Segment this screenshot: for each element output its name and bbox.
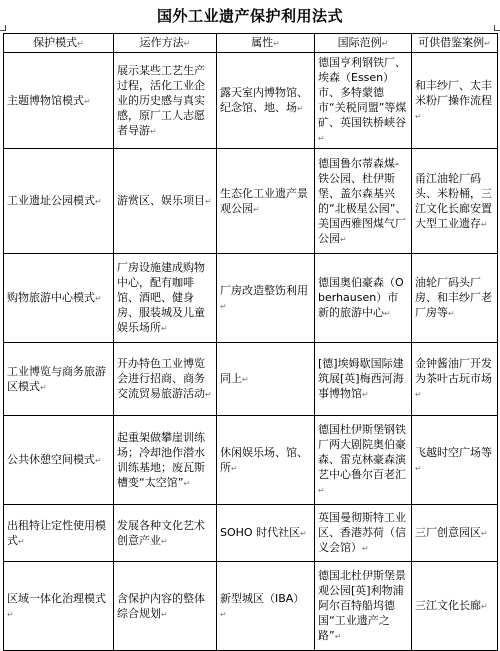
table-cell: 开办特色工业博览会进行招商、商务交流贸易旅游活动↵ [114, 343, 217, 416]
table-row [4, 343, 498, 416]
table-cell: 工业博览与商务旅游区模式↵ [4, 343, 114, 416]
table-cell: 工业遗址公园模式↵ [4, 149, 114, 254]
table-cell: 英国曼彻斯特工业区、香港苏荷（信义会馆）↵ [315, 505, 412, 562]
table-cell: SOHO 时代社区↵ [217, 505, 315, 562]
table-cell: 展示某些工艺生产过程，活化工业企业的历史感与真实感，原厂工人志愿者导游↵ [114, 53, 217, 149]
corner-mark-right [494, 25, 500, 31]
table-row [4, 53, 498, 149]
table-cell: 发展各种文化艺术创意产业↵ [114, 505, 217, 562]
table-cell: 德国杜伊斯堡钢铁厂两大剧院奥伯豪森、雷克林豪森演艺中心鲁尔百老汇↵ [315, 416, 412, 505]
table-cell: 游赏区、娱乐项目↵ [114, 149, 217, 254]
table-cell: 德国亨利钢铁厂、埃森（Essen）市、多特蒙德市“关税同盟”等煤矿、英国铁桥峡谷↵ [315, 53, 412, 149]
table-cell: 和丰纱厂、太丰米粉厂操作流程↵ [412, 53, 498, 149]
table-cell: 厂房设施建成购物中心，配有咖啡馆、酒吧、健身房、服装城及儿童娱乐场所↵ [114, 254, 217, 343]
table-cell: 公共休憩空间模式↵ [4, 416, 114, 505]
header-row [4, 34, 498, 53]
table-cell: 区域一体化治理模式↵ [4, 562, 114, 651]
table-cell: 生态化工业遗产景观公园↵ [217, 149, 315, 254]
table-cell: 油轮厂码头厂房、和丰纱厂老厂房等↵ [412, 254, 498, 343]
table-row [4, 149, 498, 254]
table-row [4, 254, 498, 343]
table-cell: 德国北杜伊斯堡景观公园[英]利物浦阿尔百特船坞德国“工业遗产之路”↵ [315, 562, 412, 651]
table-row [4, 416, 498, 505]
table-cell: 甬江油轮厂码头、米粉桶，三江文化长廊安置大型工业遗存↵ [412, 149, 498, 254]
table-cell: 厂房改造整饬利用↵ [217, 254, 315, 343]
table-cell: 金钟酱油厂开发为茶叶古玩市场↵ [412, 343, 498, 416]
table-cell: 露天室内博物馆、纪念馆、地、场↵ [217, 53, 315, 149]
table-row [4, 562, 498, 651]
table-cell: 三厂创意园区↵ [412, 505, 498, 562]
table-cell: 起重架做攀崖训练场；冷却池作潜水训练基地；废瓦斯槽变“太空馆”↵ [114, 416, 217, 505]
table-cell: 出租特让定性使用模式↵ [4, 505, 114, 562]
table-row [4, 505, 498, 562]
table-cell: 休闲娱乐场、馆、所↵ [217, 416, 315, 505]
document-title: 国外工业遗产保护利用法式 [156, 7, 343, 25]
table-cell: 含保护内容的整体综合规划↵ [114, 562, 217, 651]
header-cell: 国际范例↵ [315, 34, 412, 53]
heritage-table [3, 33, 498, 651]
table-cell: 德国鲁尔蒂森煤-铁公园、杜伊斯堡、盖尔森基兴的“北极星公园”、美国西雅图煤气厂公园↵ [315, 149, 412, 254]
corner-mark-left [0, 25, 6, 31]
table-cell: 飞越时空广场等↵ [412, 416, 498, 505]
header-cell: 可供借鉴案例↵ [412, 34, 498, 53]
table-cell: 德国奥伯豪森（Oberhausen）市新的旅游中心↵ [315, 254, 412, 343]
table-cell: 购物旅游中心模式↵ [4, 254, 114, 343]
table-cell: 三江文化长廊↵ [412, 562, 498, 651]
table-cell: 同上↵ [217, 343, 315, 416]
header-cell: 属性↵ [217, 34, 315, 53]
table-cell: 主题博物馆模式↵ [4, 53, 114, 149]
header-cell: 保护模式↵ [4, 34, 114, 53]
header-cell: 运作方法↵ [114, 34, 217, 53]
table-cell: [德]埃姆歇国际建筑展[英]梅西河海事博物馆↵ [315, 343, 412, 416]
table-cell: 新型城区（IBA）↵ [217, 562, 315, 651]
